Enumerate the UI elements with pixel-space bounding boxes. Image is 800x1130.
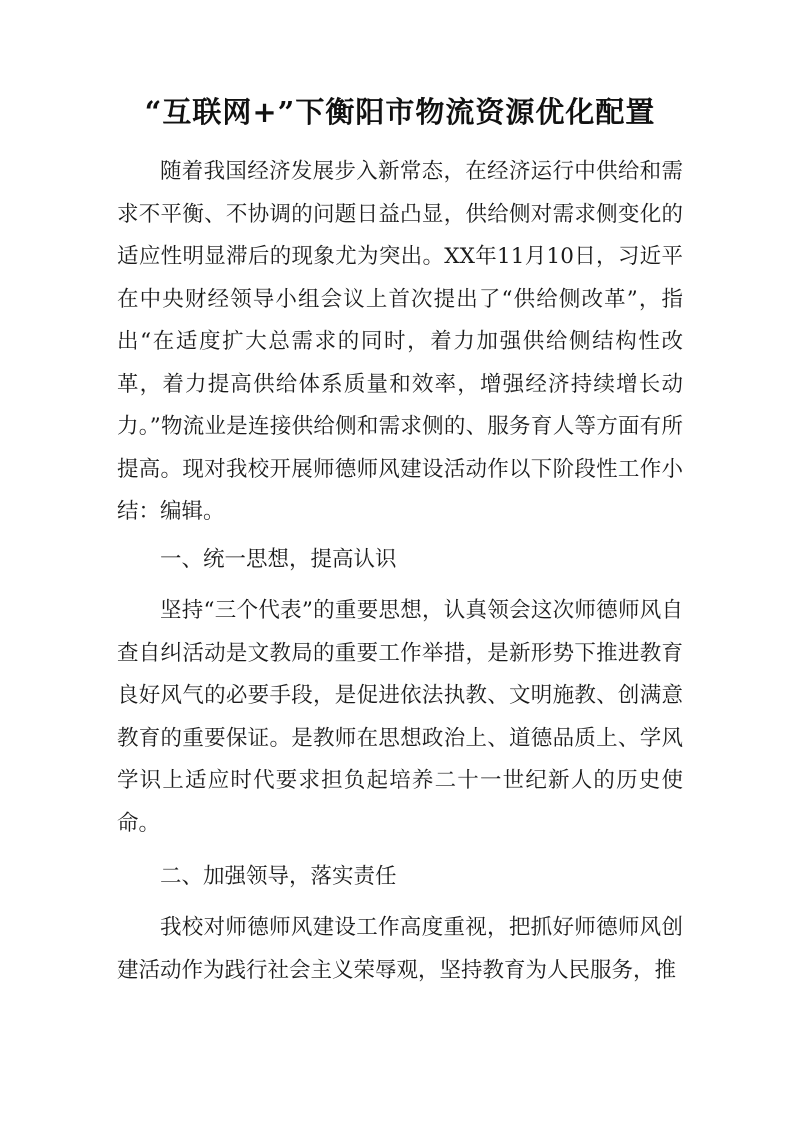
paragraph-section-1: 坚持“三个代表”的重要思想，认真领会这次师德师风自查自纠活动是文教局的重要工作举措，是新形势下推进教育良好风气的必要手段，是促进依法执教、文明施教、创满意教育的重要保证。是教师在思想政治上、道德品质上、学风学识上适应时代要求担负起培养二十一世纪新人的历史使命。 xyxy=(117,598,683,836)
document-title: “互联网+”下衡阳市物流资源优化配置 xyxy=(144,95,656,129)
section-heading-1: 一、统一思想，提高认识 xyxy=(160,547,397,572)
paragraph-intro: 随着我国经济发展步入新常态，在经济运行中供给和需求不平衡、不协调的问题日益凸显，供给侧对需求侧变化的适应性明显滞后的现象尤为突出。XX年11月10日，习近平在中央财经领导小组会议上首次提出了“供给侧改革”，指出“在适度扩大总需求的同时，着力加强供给侧结构性改革，着力提高供给体系质量和效率，增强经济持续增长动力。”物流业是连接供给侧和需求侧的、服务育人等方面有所提高。现对我校开展师德师风建设活动作以下阶段性工作小结：编辑。 xyxy=(117,159,683,524)
paragraph-section-2: 我校对师德师风建设工作高度重视，把抓好师德师风创建活动作为践行社会主义荣辱观，坚持教育为人民服务，推 xyxy=(117,915,683,983)
section-heading-2: 二、加强领导，落实责任 xyxy=(160,864,397,889)
